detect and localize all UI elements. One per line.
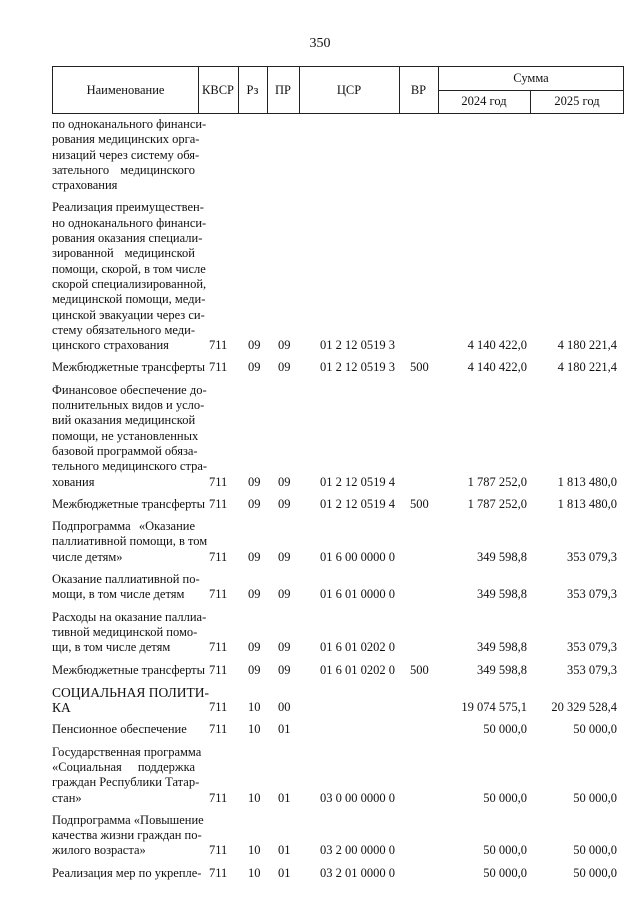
row-codes [52, 550, 632, 565]
row-sum-2025: 50 000,0 [573, 722, 617, 737]
row-rz: 10 [248, 865, 261, 880]
row-rz: 09 [248, 496, 261, 511]
row-pr: 09 [278, 587, 291, 602]
row-codes [52, 663, 632, 678]
row-name-line: помощи, скорой, в том числе [52, 261, 206, 276]
row-sum-2025: 4 180 221,4 [557, 338, 617, 353]
row-codes [52, 640, 632, 655]
table-row [52, 866, 632, 881]
row-sum-2024: 1 787 252,0 [467, 474, 527, 489]
row-csr: 01 6 01 0000 0 [320, 587, 395, 602]
row-name-line: вий оказания медицинской [52, 413, 196, 428]
row-name-line: Финансовое обеспечение до- [52, 382, 207, 397]
row-vr: 500 [410, 662, 429, 677]
row-rz: 09 [248, 360, 261, 375]
row-pr: 09 [278, 474, 291, 489]
page-number: 350 [309, 36, 331, 51]
header-year-2024: 2024 год [461, 94, 507, 108]
row-sum-2024: 349 598,8 [477, 549, 527, 564]
row-name-line: стему обязательного меди- [52, 322, 195, 337]
table-row [52, 497, 632, 512]
row-kvsr: 711 [209, 587, 228, 602]
row-name-line: тельного медицинского стра- [52, 459, 208, 474]
row-name-line: базовой программой обяза- [52, 443, 198, 458]
row-pr: 09 [278, 662, 291, 677]
row-sum-2024: 4 140 422,0 [467, 360, 527, 375]
row-name-line: СОЦИАЛЬНАЯ ПОЛИТИ- [52, 684, 210, 700]
row-name-line: низаций через систему обя- [52, 147, 200, 162]
row-rz: 09 [248, 640, 261, 655]
table-row [52, 745, 632, 806]
row-name-line: КА [52, 700, 71, 716]
row-codes [52, 866, 632, 881]
row-name-line: полнительных видов и усло- [52, 398, 205, 413]
row-pr: 09 [278, 640, 291, 655]
row-pr: 09 [278, 360, 291, 375]
row-csr: 01 6 00 0000 0 [320, 549, 395, 564]
row-codes [52, 178, 632, 193]
row-name-line: числе детям» [52, 549, 123, 564]
row-kvsr: 711 [209, 843, 228, 858]
row-sum-2024: 50 000,0 [483, 865, 527, 880]
table-row [52, 813, 632, 859]
row-sum-2024: 50 000,0 [483, 722, 527, 737]
table-row [52, 722, 632, 737]
row-name-line: рования медицинских орга- [52, 132, 200, 147]
row-name-line: помощи, не установленных [52, 428, 199, 443]
row-pr: 01 [278, 865, 291, 880]
row-name-line: зательного медицинского [52, 162, 195, 177]
row-sum-2024: 19 074 575,1 [461, 700, 527, 715]
row-sum-2025: 353 079,3 [567, 640, 617, 655]
row-name-line: цинского страхования [52, 338, 169, 353]
row-name-line: по одноканального финанси- [52, 117, 207, 131]
row-name-line: щи, в том числе детям [52, 640, 171, 655]
header-year-2025: 2025 год [554, 94, 600, 108]
row-rz: 09 [248, 549, 261, 564]
row-sum-2025: 1 813 480,0 [557, 474, 617, 489]
row-codes [52, 791, 632, 806]
table-header [52, 66, 624, 114]
row-codes [52, 722, 632, 737]
row-rz: 10 [248, 700, 261, 715]
row-vr: 500 [410, 496, 429, 511]
row-rz: 09 [248, 587, 261, 602]
row-name-line: стан» [52, 790, 82, 805]
row-codes [52, 338, 632, 353]
row-rz: 10 [248, 843, 261, 858]
table-row [52, 200, 632, 353]
row-csr: 03 2 00 0000 0 [320, 843, 395, 858]
row-sum-2024: 50 000,0 [483, 790, 527, 805]
row-pr: 00 [278, 700, 291, 715]
header-csr: ЦСР [336, 82, 362, 97]
row-csr: 01 6 01 0202 0 [320, 662, 395, 677]
table-row [52, 360, 632, 375]
row-kvsr: 711 [209, 640, 228, 655]
row-name-line: паллиативной помощи, в том [52, 534, 208, 549]
row-name-line: Межбюджетные трансферты [52, 360, 206, 375]
row-codes [52, 360, 632, 375]
row-sum-2024: 1 787 252,0 [467, 496, 527, 511]
table-row [52, 663, 632, 678]
row-name-line: граждан Республики Татар- [52, 775, 200, 790]
table-row [52, 610, 632, 656]
row-sum-2025: 20 329 528,4 [551, 700, 617, 715]
budget-table-body [52, 117, 632, 888]
row-name-line: Подпрограмма «Повышение [52, 812, 204, 827]
row-name-line: Межбюджетные трансферты [52, 496, 206, 511]
row-name-line: Расходы на оказание паллиа- [52, 609, 207, 624]
row-name-line: Подпрограмма «Оказание [52, 519, 195, 534]
row-codes [52, 843, 632, 858]
row-name-line: тивной медицинской помо- [52, 624, 198, 639]
table-row [52, 519, 632, 565]
row-name-line: страхования [52, 178, 118, 193]
row-name-line: Реализация мер по укрепле- [52, 865, 202, 880]
row-csr: 01 6 01 0202 0 [320, 640, 395, 655]
row-codes [52, 700, 632, 715]
table-row [52, 685, 632, 716]
row-pr: 09 [278, 338, 291, 353]
row-sum-2025: 50 000,0 [573, 790, 617, 805]
row-sum-2025: 353 079,3 [567, 587, 617, 602]
row-name-line: Государственная программа [52, 744, 202, 759]
row-sum-2024: 4 140 422,0 [467, 338, 527, 353]
row-kvsr: 711 [209, 700, 228, 715]
row-pr: 09 [278, 496, 291, 511]
row-sum-2025: 4 180 221,4 [557, 360, 617, 375]
row-kvsr: 711 [209, 474, 228, 489]
row-csr: 03 2 01 0000 0 [320, 865, 395, 880]
row-name-line: медицинской помощи, меди- [52, 292, 206, 307]
row-name-line: Пенсионное обеспечение [52, 722, 187, 737]
row-kvsr: 711 [209, 360, 228, 375]
row-csr: 01 2 12 0519 4 [320, 474, 395, 489]
row-sum-2025: 353 079,3 [567, 549, 617, 564]
row-name-line: рования оказания специали- [52, 231, 203, 246]
row-pr: 01 [278, 843, 291, 858]
row-sum-2024: 349 598,8 [477, 662, 527, 677]
row-sum-2025: 353 079,3 [567, 662, 617, 677]
row-rz: 09 [248, 474, 261, 489]
header-pr: ПР [275, 82, 291, 97]
table-row [52, 572, 632, 603]
row-vr: 500 [410, 360, 429, 375]
row-rz: 10 [248, 722, 261, 737]
row-name-line: качества жизни граждан по- [52, 828, 202, 843]
header-sum: Сумма [513, 71, 549, 85]
row-csr: 01 2 12 0519 3 [320, 360, 395, 375]
row-name-line: зированной медицинской [52, 246, 195, 261]
row-csr: 01 2 12 0519 3 [320, 338, 395, 353]
row-pr: 01 [278, 722, 291, 737]
row-sum-2024: 349 598,8 [477, 640, 527, 655]
row-name-line: скорой специализированной, [52, 276, 207, 291]
row-rz: 09 [248, 338, 261, 353]
row-codes [52, 475, 632, 490]
row-name-line: Реализация преимуществен- [52, 200, 204, 215]
row-rz: 09 [248, 662, 261, 677]
row-sum-2024: 50 000,0 [483, 843, 527, 858]
row-kvsr: 711 [209, 662, 228, 677]
row-codes [52, 587, 632, 602]
row-pr: 01 [278, 790, 291, 805]
header-rz: Рз [246, 82, 259, 97]
row-csr: 03 0 00 0000 0 [320, 790, 395, 805]
row-kvsr: 711 [209, 496, 228, 511]
row-name-line: цинской эвакуации через си- [52, 307, 205, 322]
header-name: Наименование [86, 82, 165, 97]
row-name-line: Оказание паллиативной по- [52, 572, 200, 587]
row-rz: 10 [248, 790, 261, 805]
row-csr: 01 2 12 0519 4 [320, 496, 395, 511]
header-vr: ВР [410, 82, 427, 97]
row-kvsr: 711 [209, 865, 228, 880]
row-name-line: но одноканального финанси- [52, 215, 207, 230]
row-sum-2025: 50 000,0 [573, 843, 617, 858]
row-pr: 09 [278, 549, 291, 564]
row-name-line: хования [52, 474, 95, 489]
row-name-line: «Социальная поддержка [52, 759, 195, 774]
row-name-line: Межбюджетные трансферты [52, 662, 206, 677]
row-name-line: жилого возраста» [52, 843, 146, 858]
row-name-line: мощи, в том числе детям [52, 587, 185, 602]
table-row [52, 117, 632, 193]
row-kvsr: 711 [209, 549, 228, 564]
row-codes [52, 497, 632, 512]
row-sum-2024: 349 598,8 [477, 587, 527, 602]
row-sum-2025: 1 813 480,0 [557, 496, 617, 511]
row-kvsr: 711 [209, 790, 228, 805]
row-sum-2025: 50 000,0 [573, 865, 617, 880]
row-kvsr: 711 [209, 722, 228, 737]
row-name [52, 200, 207, 353]
header-kvsr: КВСР [202, 82, 234, 97]
table-row [52, 383, 632, 490]
row-kvsr: 711 [209, 338, 228, 353]
